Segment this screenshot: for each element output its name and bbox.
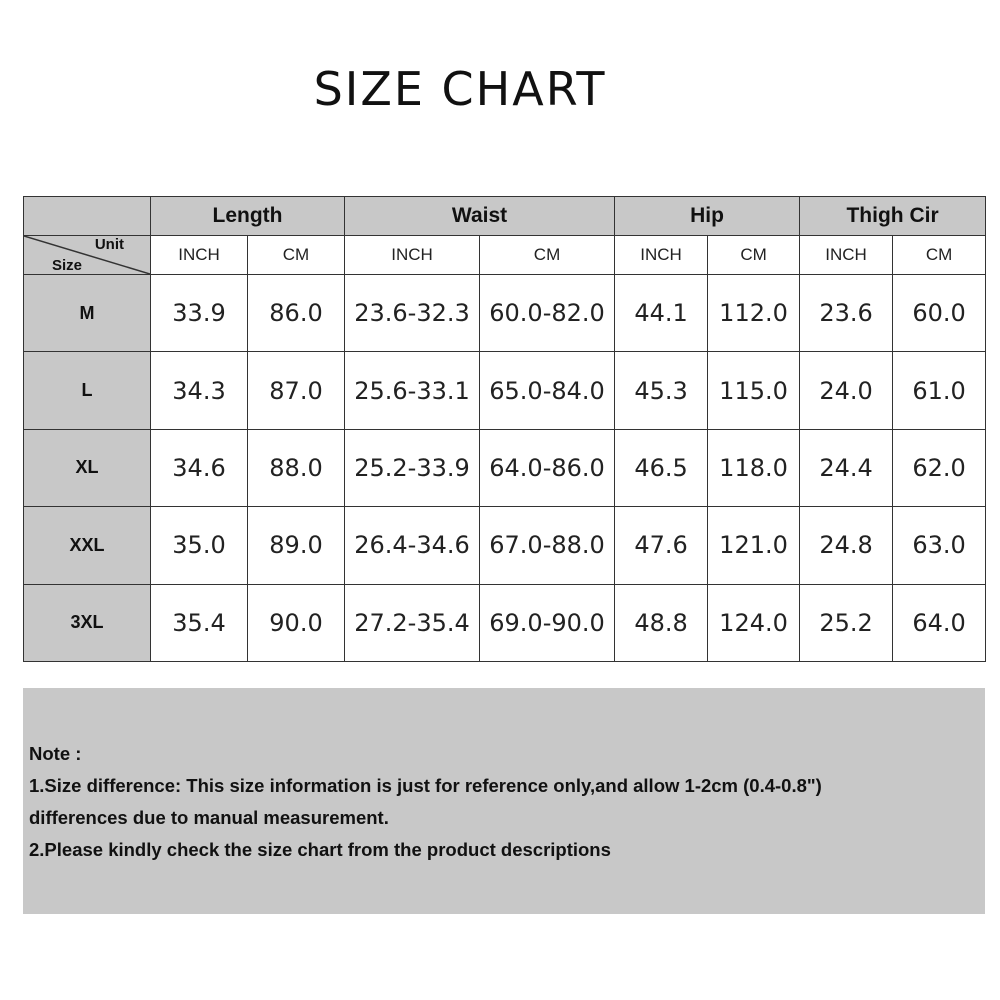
- page-title: SIZE CHART: [313, 62, 607, 116]
- value-cell: 61.0: [893, 352, 986, 429]
- value-cell: 45.3: [615, 352, 708, 429]
- value-cell: 24.8: [800, 507, 893, 584]
- size-label-cell: XL: [24, 429, 151, 506]
- unit-header-cell: CM: [708, 236, 800, 275]
- value-cell: 67.0-88.0: [480, 507, 615, 584]
- note-line-3: 2.Please kindly check the size chart from the product descriptions: [29, 839, 611, 860]
- value-cell: 25.2-33.9: [345, 429, 480, 506]
- group-header-thigh-cir: Thigh Cir: [800, 197, 986, 236]
- value-cell: 33.9: [151, 275, 248, 352]
- group-header-length: Length: [151, 197, 345, 236]
- value-cell: 24.0: [800, 352, 893, 429]
- corner-diagonal-line: [24, 236, 150, 274]
- value-cell: 60.0: [893, 275, 986, 352]
- value-cell: 64.0: [893, 584, 986, 661]
- value-cell: 112.0: [708, 275, 800, 352]
- size-label-cell: 3XL: [24, 584, 151, 661]
- value-cell: 65.0-84.0: [480, 352, 615, 429]
- note-line-2: differences due to manual measurement.: [29, 807, 389, 828]
- value-cell: 121.0: [708, 507, 800, 584]
- value-cell: 63.0: [893, 507, 986, 584]
- value-cell: 35.4: [151, 584, 248, 661]
- note-line-1: 1.Size difference: This size information is just for reference only,and allow 1-2cm (0.4-0.8"): [29, 775, 822, 796]
- table-row: [24, 429, 986, 506]
- table-row: [24, 352, 986, 429]
- value-cell: 26.4-34.6: [345, 507, 480, 584]
- value-cell: 34.6: [151, 429, 248, 506]
- value-cell: 44.1: [615, 275, 708, 352]
- unit-header-cell: CM: [893, 236, 986, 275]
- unit-header-row: [24, 236, 986, 275]
- value-cell: 25.2: [800, 584, 893, 661]
- value-cell: 46.5: [615, 429, 708, 506]
- unit-header-cell: INCH: [615, 236, 708, 275]
- value-cell: 124.0: [708, 584, 800, 661]
- unit-header-cell: INCH: [151, 236, 248, 275]
- value-cell: 69.0-90.0: [480, 584, 615, 661]
- value-cell: 23.6: [800, 275, 893, 352]
- value-cell: 88.0: [248, 429, 345, 506]
- value-cell: 89.0: [248, 507, 345, 584]
- unit-header-cell: CM: [248, 236, 345, 275]
- unit-header-cell: INCH: [800, 236, 893, 275]
- value-cell: 23.6-32.3: [345, 275, 480, 352]
- corner-cell: [24, 236, 151, 275]
- value-cell: 86.0: [248, 275, 345, 352]
- value-cell: 24.4: [800, 429, 893, 506]
- table-row: [24, 507, 986, 584]
- corner-unit-label: Unit: [94, 236, 124, 253]
- value-cell: 87.0: [248, 352, 345, 429]
- blank-header-cell: [24, 197, 151, 236]
- value-cell: 64.0-86.0: [480, 429, 615, 506]
- unit-header-cell: CM: [480, 236, 615, 275]
- value-cell: 48.8: [615, 584, 708, 661]
- group-header-waist: Waist: [345, 197, 615, 236]
- size-table: [23, 196, 986, 662]
- value-cell: 118.0: [708, 429, 800, 506]
- value-cell: 47.6: [615, 507, 708, 584]
- notes-heading: Note :: [29, 743, 82, 764]
- size-label-cell: M: [24, 275, 151, 352]
- group-header-hip: Hip: [615, 197, 800, 236]
- value-cell: 60.0-82.0: [480, 275, 615, 352]
- table-row: [24, 584, 986, 661]
- unit-header-cell: INCH: [345, 236, 480, 275]
- value-cell: 35.0: [151, 507, 248, 584]
- size-label-cell: L: [24, 352, 151, 429]
- value-cell: 62.0: [893, 429, 986, 506]
- group-header-row: [24, 197, 986, 236]
- value-cell: 34.3: [151, 352, 248, 429]
- size-label-cell: XXL: [24, 507, 151, 584]
- notes-box: [23, 688, 985, 914]
- value-cell: 115.0: [708, 352, 800, 429]
- corner-size-label: Size: [52, 257, 83, 274]
- value-cell: 25.6-33.1: [345, 352, 480, 429]
- value-cell: 27.2-35.4: [345, 584, 480, 661]
- table-row: [24, 275, 986, 352]
- value-cell: 90.0: [248, 584, 345, 661]
